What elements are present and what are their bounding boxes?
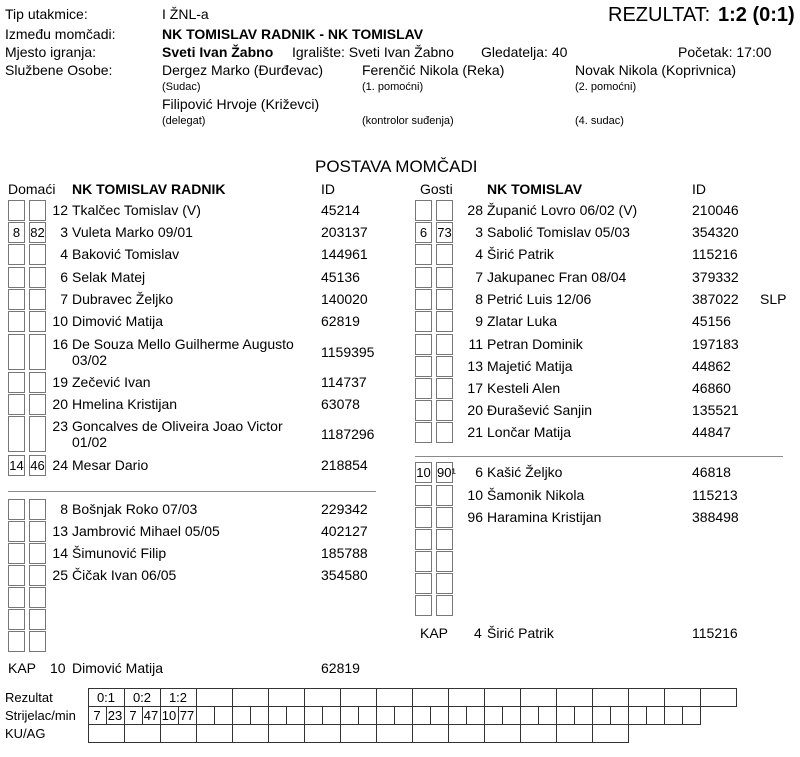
scorer-shirt: 10	[161, 708, 177, 723]
minute-box: 10	[415, 462, 432, 483]
tip-value: I ŽNL-a	[162, 6, 209, 22]
player-id: 354320	[692, 224, 739, 240]
shirt-number: 12	[52, 202, 68, 218]
player-name: Hmelina Kristijan	[72, 396, 178, 412]
minute-box	[436, 595, 453, 616]
away-divider	[415, 456, 783, 457]
minute-box	[415, 507, 432, 528]
shirt-number: 10	[467, 487, 483, 503]
player-name: Tkalčec Tomislav (V)	[72, 202, 201, 218]
player-name: Županić Lovro 06/02 (V)	[487, 202, 638, 218]
minute-box	[415, 356, 432, 377]
minute-box	[436, 267, 453, 288]
player-id: 388498	[692, 509, 739, 525]
home-side-label: Domaći	[8, 181, 56, 197]
sluzbene-label: Službene Osobe:	[5, 62, 113, 78]
player-name: Dubravec Željko	[72, 291, 174, 307]
away-kap-label: KAP	[420, 625, 449, 641]
minute-box	[8, 200, 25, 221]
izmedu-label: Između momčadi:	[5, 26, 116, 42]
player-name: Selak Matej	[72, 269, 146, 285]
official-name: Novak Nikola (Koprivnica)	[575, 62, 737, 78]
player-name: Bošnjak Roko 07/03	[72, 501, 198, 517]
minute-box	[415, 485, 432, 506]
minute-box	[436, 334, 453, 355]
shirt-number: 19	[52, 374, 68, 390]
away-team-name: NK TOMISLAV	[487, 181, 583, 197]
minute-box	[8, 334, 25, 370]
kuag-row-label: KU/AG	[5, 726, 46, 741]
pocetak-text: Početak: 17:00	[678, 44, 772, 60]
player-name: Lončar Matija	[487, 424, 572, 440]
rezultat-label: REZULTAT:	[608, 4, 711, 26]
shirt-number: 13	[467, 358, 483, 374]
minute-box	[415, 311, 432, 332]
player-id: 402127	[321, 523, 368, 539]
shirt-number: 17	[467, 380, 483, 396]
minute-box	[436, 289, 453, 310]
player-name: Kašić Željko	[487, 464, 563, 480]
player-id: 62819	[321, 313, 360, 329]
minute-box: 8	[8, 222, 25, 243]
player-id: 354580	[321, 567, 368, 583]
official-role: (2. pomoćni)	[575, 81, 637, 93]
player-id: 185788	[321, 545, 368, 561]
official-role: (4. sudac)	[575, 115, 624, 127]
minute-box	[8, 565, 25, 586]
player-name: Šamonik Nikola	[487, 487, 585, 503]
minute-box: 14	[8, 455, 25, 476]
shirt-number: 4	[60, 246, 68, 262]
player-id: 229342	[321, 501, 368, 517]
player-name: Širić Patrik	[487, 246, 554, 262]
shirt-number: 3	[475, 224, 483, 240]
minute-box: 46	[29, 455, 46, 476]
minute-box	[436, 573, 453, 594]
home-kap-name: Dimović Matija	[72, 660, 164, 676]
player-id: 45214	[321, 202, 360, 218]
scorer-minute: 23	[107, 708, 123, 723]
minute-box	[8, 416, 25, 452]
shirt-number: 10	[52, 313, 68, 329]
player-id: 44862	[692, 358, 731, 374]
player-name: Kesteli Alen	[487, 380, 561, 396]
minute-box	[415, 200, 432, 221]
home-kap-label: KAP	[8, 660, 37, 676]
score-cell: 0:1	[88, 689, 124, 707]
minute-box	[436, 378, 453, 399]
shirt-number: 28	[467, 202, 483, 218]
minute-box	[8, 521, 25, 542]
minute-box	[436, 400, 453, 421]
minute-box	[8, 587, 25, 608]
minute-box	[8, 289, 25, 310]
player-name: Sabolić Tomislav 05/03	[487, 224, 630, 240]
away-kap-shirt: 4	[474, 625, 482, 641]
player-id: 135521	[692, 402, 739, 418]
minute-box	[29, 587, 46, 608]
gledatelja-text: Gledatelja: 40	[481, 44, 568, 60]
player-id: 379332	[692, 269, 739, 285]
minute-box: 73	[436, 222, 453, 243]
player-name: Zlatar Luka	[487, 313, 558, 329]
shirt-number: 21	[467, 424, 483, 440]
shirt-number: 6	[60, 269, 68, 285]
minute-box	[415, 595, 432, 616]
minute-box	[436, 422, 453, 443]
shirt-number: 9	[475, 313, 483, 329]
official-role: (delegat)	[162, 115, 206, 127]
shirt-number: 8	[475, 291, 483, 307]
away-kap-name: Širić Patrik	[487, 625, 554, 641]
home-id-label: ID	[321, 181, 335, 197]
player-name: De Souza Mello Guilherme Augusto	[72, 336, 294, 352]
minute-box	[415, 422, 432, 443]
minute-box	[415, 400, 432, 421]
player-id: 387022	[692, 291, 739, 307]
player-id: 203137	[321, 224, 368, 240]
player-name-line2: 01/02	[72, 434, 108, 450]
player-name: Goncalves de Oliveira Joao Victor	[72, 418, 283, 434]
minute-box	[8, 244, 25, 265]
shirt-number: 7	[60, 291, 68, 307]
scorer-minute: 77	[179, 708, 195, 723]
player-id: 45136	[321, 269, 360, 285]
official-role: (1. pomoćni)	[362, 81, 424, 93]
minute-box	[436, 551, 453, 572]
player-status: SLP	[760, 291, 787, 307]
shirt-number: 14	[52, 545, 68, 561]
minute-box	[8, 609, 25, 630]
player-name: Šimunović Filip	[72, 545, 167, 561]
shirt-number: 11	[468, 336, 483, 352]
player-id: 114737	[321, 374, 367, 390]
minute-box	[436, 311, 453, 332]
home-kap-shirt: 10	[50, 660, 66, 676]
player-name: Dimović Matija	[72, 313, 164, 329]
player-name: Jakupanec Fran 08/04	[487, 269, 627, 285]
player-id: 218854	[321, 457, 368, 473]
official-role: (kontrolor suđenja)	[362, 115, 454, 127]
tip-label: Tip utakmice:	[5, 6, 88, 22]
shirt-number: 20	[467, 402, 483, 418]
summary-table	[3, 688, 737, 743]
player-id: 45156	[692, 313, 731, 329]
player-name: Jambrović Mihael 05/05	[72, 523, 220, 539]
player-name: Đurašević Sanjin	[487, 402, 593, 418]
home-team-name: NK TOMISLAV RADNIK	[72, 181, 226, 197]
player-id: 144961	[321, 246, 368, 262]
shirt-number: 6	[475, 464, 483, 480]
minute-box	[436, 485, 453, 506]
player-name: Čičak Ivan 06/05	[72, 567, 177, 583]
shirt-number: 7	[475, 269, 483, 285]
player-id: 115213	[692, 487, 738, 503]
minute-box	[8, 631, 25, 652]
minute-box	[8, 543, 25, 564]
scorer-shirt: 7	[88, 707, 106, 725]
away-side-label: Gosti	[420, 181, 453, 197]
shirt-number: 96	[467, 509, 483, 525]
player-name: Haramina Kristijan	[487, 509, 602, 525]
minute-box	[8, 372, 25, 393]
player-id: 210046	[692, 202, 739, 218]
rezultat-row-label: Rezultat	[5, 690, 53, 705]
scorer-minute: 47	[143, 708, 159, 723]
minute-box	[436, 507, 453, 528]
player-id: 46818	[692, 464, 731, 480]
player-id: 1187296	[321, 426, 375, 442]
minute-box	[415, 289, 432, 310]
player-id: 46860	[692, 380, 731, 396]
mjesto-value: Sveti Ivan Žabno	[162, 44, 274, 60]
minute-box: 90¹	[436, 462, 453, 483]
official-name: Ferenčić Nikola (Reka)	[362, 62, 505, 78]
rezultat-value: 1:2 (0:1)	[718, 4, 795, 26]
scorer-shirt: 7	[124, 707, 142, 725]
minute-box	[436, 200, 453, 221]
home-kap-id: 62819	[321, 660, 360, 676]
minute-box: 82	[29, 222, 46, 243]
postava-title: POSTAVA MOMČADI	[315, 157, 478, 176]
away-id-label: ID	[692, 181, 706, 197]
player-id: 1159395	[321, 344, 375, 360]
player-name-line2: 03/02	[72, 352, 108, 368]
minute-box	[415, 573, 432, 594]
shirt-number: 20	[52, 396, 68, 412]
score-cell: 1:2	[160, 689, 196, 707]
shirt-number: 3	[60, 224, 68, 240]
minute-box	[415, 267, 432, 288]
minute-box	[436, 244, 453, 265]
official-name: Filipović Hrvoje (Križevci)	[162, 96, 320, 112]
minute-box	[8, 394, 25, 415]
minute-box	[436, 529, 453, 550]
minute-box	[415, 244, 432, 265]
player-name: Mesar Dario	[72, 457, 149, 473]
shirt-number: 8	[60, 501, 68, 517]
minute-box	[29, 609, 46, 630]
shirt-number: 4	[475, 246, 483, 262]
minute-box	[415, 334, 432, 355]
player-name: Majetić Matija	[487, 358, 573, 374]
mjesto-label: Mjesto igranja:	[5, 44, 97, 60]
shirt-number: 23	[52, 418, 68, 434]
minute-box	[8, 267, 25, 288]
official-name: Dergez Marko (Đurđevac)	[162, 62, 324, 78]
player-name: Baković Tomislav	[72, 246, 180, 262]
home-divider	[8, 491, 376, 492]
minute-box	[415, 551, 432, 572]
shirt-number: 24	[52, 457, 68, 473]
minute-box	[415, 529, 432, 550]
shirt-number: 25	[52, 567, 68, 583]
minute-box	[8, 311, 25, 332]
igraliste-text: Igralište: Sveti Ivan Žabno	[292, 44, 454, 60]
minute-box	[29, 631, 46, 652]
player-id: 63078	[321, 396, 360, 412]
minute-box	[415, 378, 432, 399]
player-id: 197183	[692, 336, 739, 352]
strijelac-row-label: Strijelac/min	[5, 708, 76, 723]
away-kap-id: 115216	[692, 625, 738, 641]
shirt-number: 13	[52, 523, 68, 539]
player-name: Petrić Luis 12/06	[487, 291, 592, 307]
player-name: Petran Dominik	[487, 336, 583, 352]
player-name: Zečević Ivan	[72, 374, 151, 390]
minute-box	[436, 356, 453, 377]
official-role: (Sudac)	[162, 81, 201, 93]
shirt-number: 16	[52, 336, 68, 352]
match-teams: NK TOMISLAV RADNIK - NK TOMISLAV	[162, 26, 424, 42]
score-cell: 0:2	[124, 689, 160, 707]
player-id: 115216	[692, 246, 738, 262]
player-id: 44847	[692, 424, 731, 440]
minute-box: 6	[415, 222, 432, 243]
player-name: Vuleta Marko 09/01	[72, 224, 193, 240]
minute-box	[8, 499, 25, 520]
player-id: 140020	[321, 291, 368, 307]
